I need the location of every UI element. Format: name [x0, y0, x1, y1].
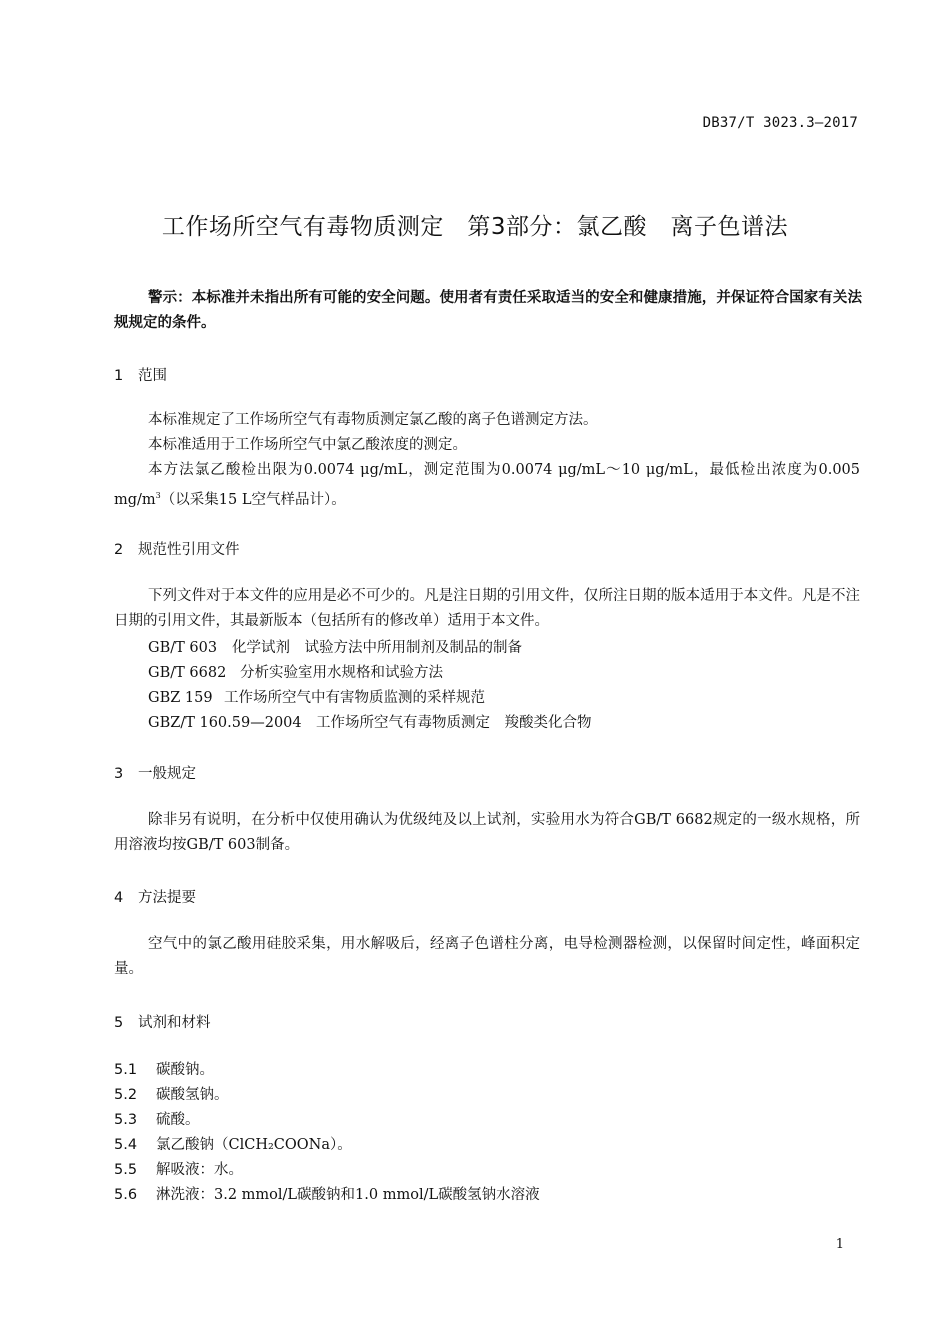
detection-limit-tail: （以采集15 L空气样品计）。: [160, 491, 346, 508]
section-1-heading: [114, 364, 167, 385]
reagent-item: [114, 1108, 200, 1129]
item-text: 碳酸钠。: [156, 1062, 214, 1078]
section-number: 2: [114, 542, 124, 558]
section-3-heading: [114, 762, 196, 783]
section-4-heading: [114, 886, 196, 907]
item-number: 5.3: [114, 1112, 138, 1128]
reference-item: [148, 636, 522, 657]
section-1-paragraph-3: [114, 458, 860, 513]
warning-notice: 警示：本标准并未指出所有可能的安全问题。使用者有责任采取适当的安全和健康措施，并保证符合国家有关法规规定的条件。: [114, 290, 862, 331]
section-title: 试剂和材料: [138, 1015, 211, 1031]
page-number: 1: [835, 1237, 844, 1252]
item-text: 碳酸氢钠。: [156, 1087, 229, 1103]
reagent-item: [114, 1133, 352, 1154]
superscript: 3: [155, 491, 161, 500]
document-title: 工作场所空气有毒物质测定 第3部分：氯乙酸 离子色谱法: [161, 214, 789, 240]
section-number: 4: [114, 890, 124, 906]
section-2-intro: 下列文件对于本文件的应用是必不可少的。凡是注日期的引用文件，仅所注日期的版本适用于本文件。凡是不注日期的引用文件，其最新版本（包括所有的修改单）适用于本文件。: [114, 588, 860, 629]
item-number: 5.2: [114, 1087, 138, 1103]
section-title: 方法提要: [138, 890, 196, 906]
section-number: 5: [114, 1015, 124, 1031]
reference-title: 化学试剂 试验方法中所用制剂及制品的制备: [232, 640, 522, 656]
reference-code: GBZ 159: [148, 690, 213, 706]
section-5-heading: [114, 1011, 211, 1032]
reagent-item: [114, 1158, 243, 1179]
reagent-item: [114, 1183, 540, 1204]
reference-code: GBZ/T 160.59—2004: [148, 715, 302, 731]
section-2-heading: [114, 538, 240, 559]
reference-title: 工作场所空气有毒物质测定 羧酸类化合物: [316, 715, 592, 731]
reference-title: 分析实验室用水规格和试验方法: [240, 665, 443, 681]
section-title: 范围: [138, 368, 167, 384]
item-number: 5.4: [114, 1137, 138, 1153]
item-text: 氯乙酸钠（ClCH₂COONa）。: [156, 1137, 352, 1153]
reference-item: [148, 686, 485, 707]
reagent-item: [114, 1058, 214, 1079]
detection-limit-text: 本方法氯乙酸检出限为0.0074 μg/mL，测定范围为0.0074 μg/mL～10 μg/mL，最低检出浓度为0.005 mg/m: [114, 462, 860, 508]
section-number: 3: [114, 766, 124, 782]
document-code: DB37/T 3023.3—2017: [702, 115, 858, 131]
item-number: 5.5: [114, 1162, 138, 1178]
item-number: 5.1: [114, 1062, 138, 1078]
item-text: 解吸液：水。: [156, 1162, 243, 1178]
reference-code: GB/T 603: [148, 640, 218, 656]
section-number: 1: [114, 368, 124, 384]
reference-item: [148, 661, 443, 682]
item-text: 淋洗液：3.2 mmol/L碳酸钠和1.0 mmol/L碳酸氢钠水溶液: [156, 1187, 540, 1203]
section-3-paragraph: 除非另有说明，在分析中仅使用确认为优级纯及以上试剂，实验用水为符合GB/T 6682规定的一级水规格，所用溶液均按GB/T 603制备。: [114, 812, 860, 853]
section-title: 一般规定: [138, 766, 196, 782]
reagent-item: [114, 1083, 229, 1104]
section-4-paragraph: 空气中的氯乙酸用硅胶采集，用水解吸后，经离子色谱柱分离，电导检测器检测，以保留时间定性，峰面积定量。: [114, 936, 860, 977]
reference-code: GB/T 6682: [148, 665, 227, 681]
item-number: 5.6: [114, 1187, 138, 1203]
section-1-paragraph-1: 本标准规定了工作场所空气有毒物质测定氯乙酸的离子色谱测定方法。: [148, 412, 598, 428]
reference-title: 工作场所空气中有害物质监测的采样规范: [224, 690, 485, 706]
reference-item: [148, 711, 592, 732]
section-title: 规范性引用文件: [138, 542, 240, 558]
section-1-paragraph-2: 本标准适用于工作场所空气中氯乙酸浓度的测定。: [148, 437, 467, 453]
item-text: 硫酸。: [156, 1112, 200, 1128]
